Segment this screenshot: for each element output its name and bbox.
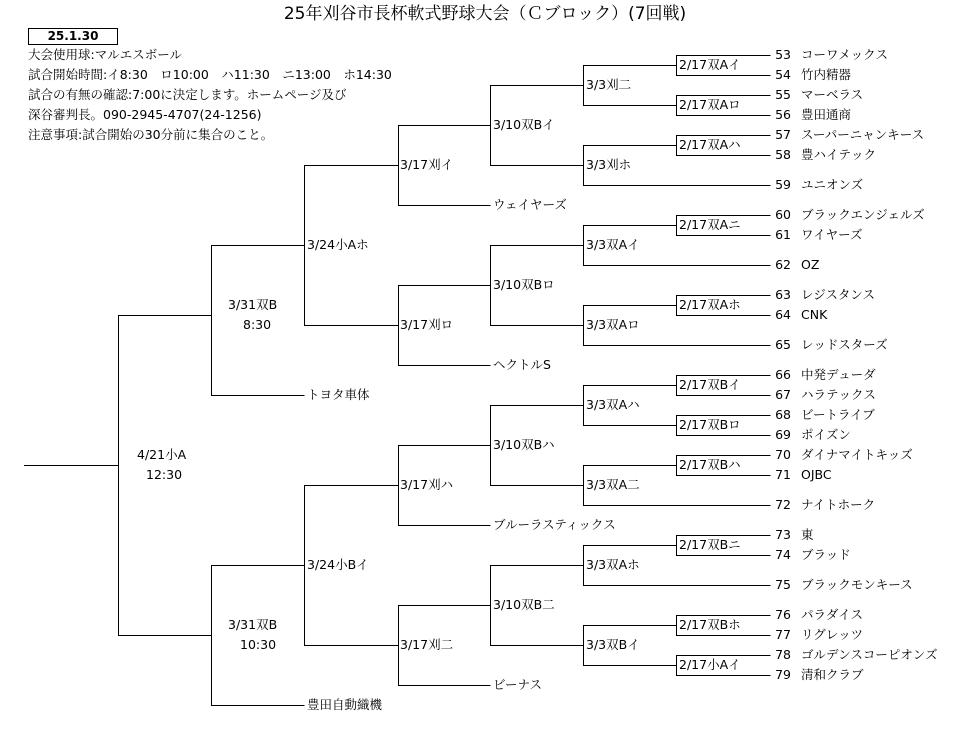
match-label: 3/17刈二 [400,637,454,652]
seed-team: ブルーラスティックス [493,517,616,532]
team-name: マーベラス [801,87,864,102]
match-label: 3/3双Bイ [586,637,640,652]
date-box: 25.1.30 [28,28,118,45]
match-label: 2/17双Bイ [679,377,741,392]
team-name: ビートライブ [801,407,875,422]
team-number: 78 [775,647,791,662]
team-name: ゴルデンスコーピオンズ [801,647,938,662]
info-start-times: 試合開始時間:イ8:30 ロ10:00 ハ11:30 ニ13:00 ホ14:30 [28,67,392,82]
team-number: 75 [775,577,791,592]
team-number: 57 [775,127,791,142]
match-label: 2/17双Aホ [679,297,741,312]
team-number: 60 [775,207,791,222]
seed-team: ウェイヤーズ [493,197,567,212]
match-time: 8:30 [243,317,272,332]
team-number: 65 [775,337,791,352]
match-label: 2/17双Bロ [679,417,741,432]
team-number: 61 [775,227,791,242]
team-name: 中発デューダ [801,367,876,382]
team-number: 71 [775,467,791,482]
match-label: 3/3刈二 [586,77,632,92]
info-ball: 大会使用球:マルエスボール [28,47,182,62]
team-name: 竹内精器 [801,67,852,82]
match-label: 3/3刈ホ [586,157,632,172]
info-notes: 注意事項:試合開始の30分前に集合のこと。 [28,127,274,142]
seed-team: ヘクトルS [493,357,551,372]
team-number: 73 [775,527,791,542]
team-name: ダイナマイトキッズ [801,447,913,462]
team-name: OZ [801,257,820,272]
team-number: 62 [775,257,791,272]
team-number: 76 [775,607,791,622]
match-label: 3/10双Bロ [493,277,555,292]
team-name: 豊ハイテック [801,147,877,162]
match-label: 3/3双Aイ [586,237,640,252]
team-name: CNK [801,307,828,322]
team-name: レッドスターズ [801,337,888,352]
team-number: 63 [775,287,791,302]
seed-team: ビーナス [493,677,543,692]
match-label: 3/10双Bイ [493,117,555,132]
match-time: 10:30 [240,637,277,652]
match-label: 2/17双Aニ [679,217,741,232]
team-name: レジスタンス [801,287,875,302]
team-name: ユニオンズ [801,177,864,192]
team-number: 67 [775,387,791,402]
match-label: 2/17双Aイ [679,57,741,72]
final-match-time: 12:30 [146,467,183,482]
match-label: 3/3双Aロ [586,317,640,332]
match-label: 2/17双Bニ [679,537,741,552]
match-label: 3/31双B [228,297,278,312]
team-name: ブラッド [801,547,851,562]
team-number: 56 [775,107,791,122]
match-label: 3/3双A二 [586,477,640,492]
match-label: 2/17双Aハ [679,137,741,152]
team-number: 54 [775,67,791,82]
match-label: 3/24小Aホ [307,237,369,252]
team-number: 53 [775,47,791,62]
team-name: 豊田通商 [801,107,852,122]
team-number: 68 [775,407,791,422]
team-number: 77 [775,627,791,642]
match-label: 3/24小Bイ [307,557,369,572]
team-number: 66 [775,367,791,382]
page-title: 25年刈谷市長杯軟式野球大会（Ｃブロック）(7回戦) [283,4,687,24]
team-name: ワイヤーズ [801,227,863,242]
team-number: 74 [775,547,791,562]
match-label: 3/17刈イ [400,157,454,172]
team-name: 東 [801,527,814,542]
match-label: 3/17刈ハ [400,477,454,492]
team-name: リグレッツ [801,627,864,642]
match-label: 2/17双Aロ [679,97,741,112]
team-number: 70 [775,447,791,462]
match-label: 3/31双B [228,617,278,632]
match-label: 3/3双Aハ [586,397,640,412]
team-name: ポイズン [801,427,851,442]
team-number: 55 [775,87,791,102]
team-name: 清和クラブ [801,667,864,682]
match-label: 2/17双Bホ [679,617,741,632]
match-label: 2/17双Bハ [679,457,741,472]
match-label: 3/3双Aホ [586,557,640,572]
seed-team: 豊田自動織機 [307,697,383,712]
team-name: ナイトホーク [801,497,876,512]
team-name: ブラックエンジェルズ [801,207,925,222]
team-name: ブラックモンキース [801,577,913,592]
team-number: 58 [775,147,791,162]
team-number: 79 [775,667,791,682]
info-umpire: 深谷審判長。090-2945-4707(24-1256) [28,107,262,122]
match-label: 3/10双B二 [493,597,555,612]
info-confirmation: 試合の有無の確認:7:00に決定します。ホームページ及び [28,87,347,102]
match-label: 3/17刈ロ [400,317,454,332]
team-number: 64 [775,307,791,322]
team-name: OJBC [801,467,832,482]
team-number: 72 [775,497,791,512]
match-label: 2/17小Aイ [679,657,741,672]
team-name: ハラテックス [801,387,876,402]
team-name: コーワメックス [801,47,889,62]
team-number: 59 [775,177,791,192]
team-number: 69 [775,427,791,442]
team-name: パラダイス [801,607,864,622]
match-label: 3/10双Bハ [493,437,555,452]
final-match-label: 4/21小A [137,447,187,462]
seed-team: トヨタ車体 [307,387,370,402]
team-name: スーパーニャンキース [801,127,925,142]
